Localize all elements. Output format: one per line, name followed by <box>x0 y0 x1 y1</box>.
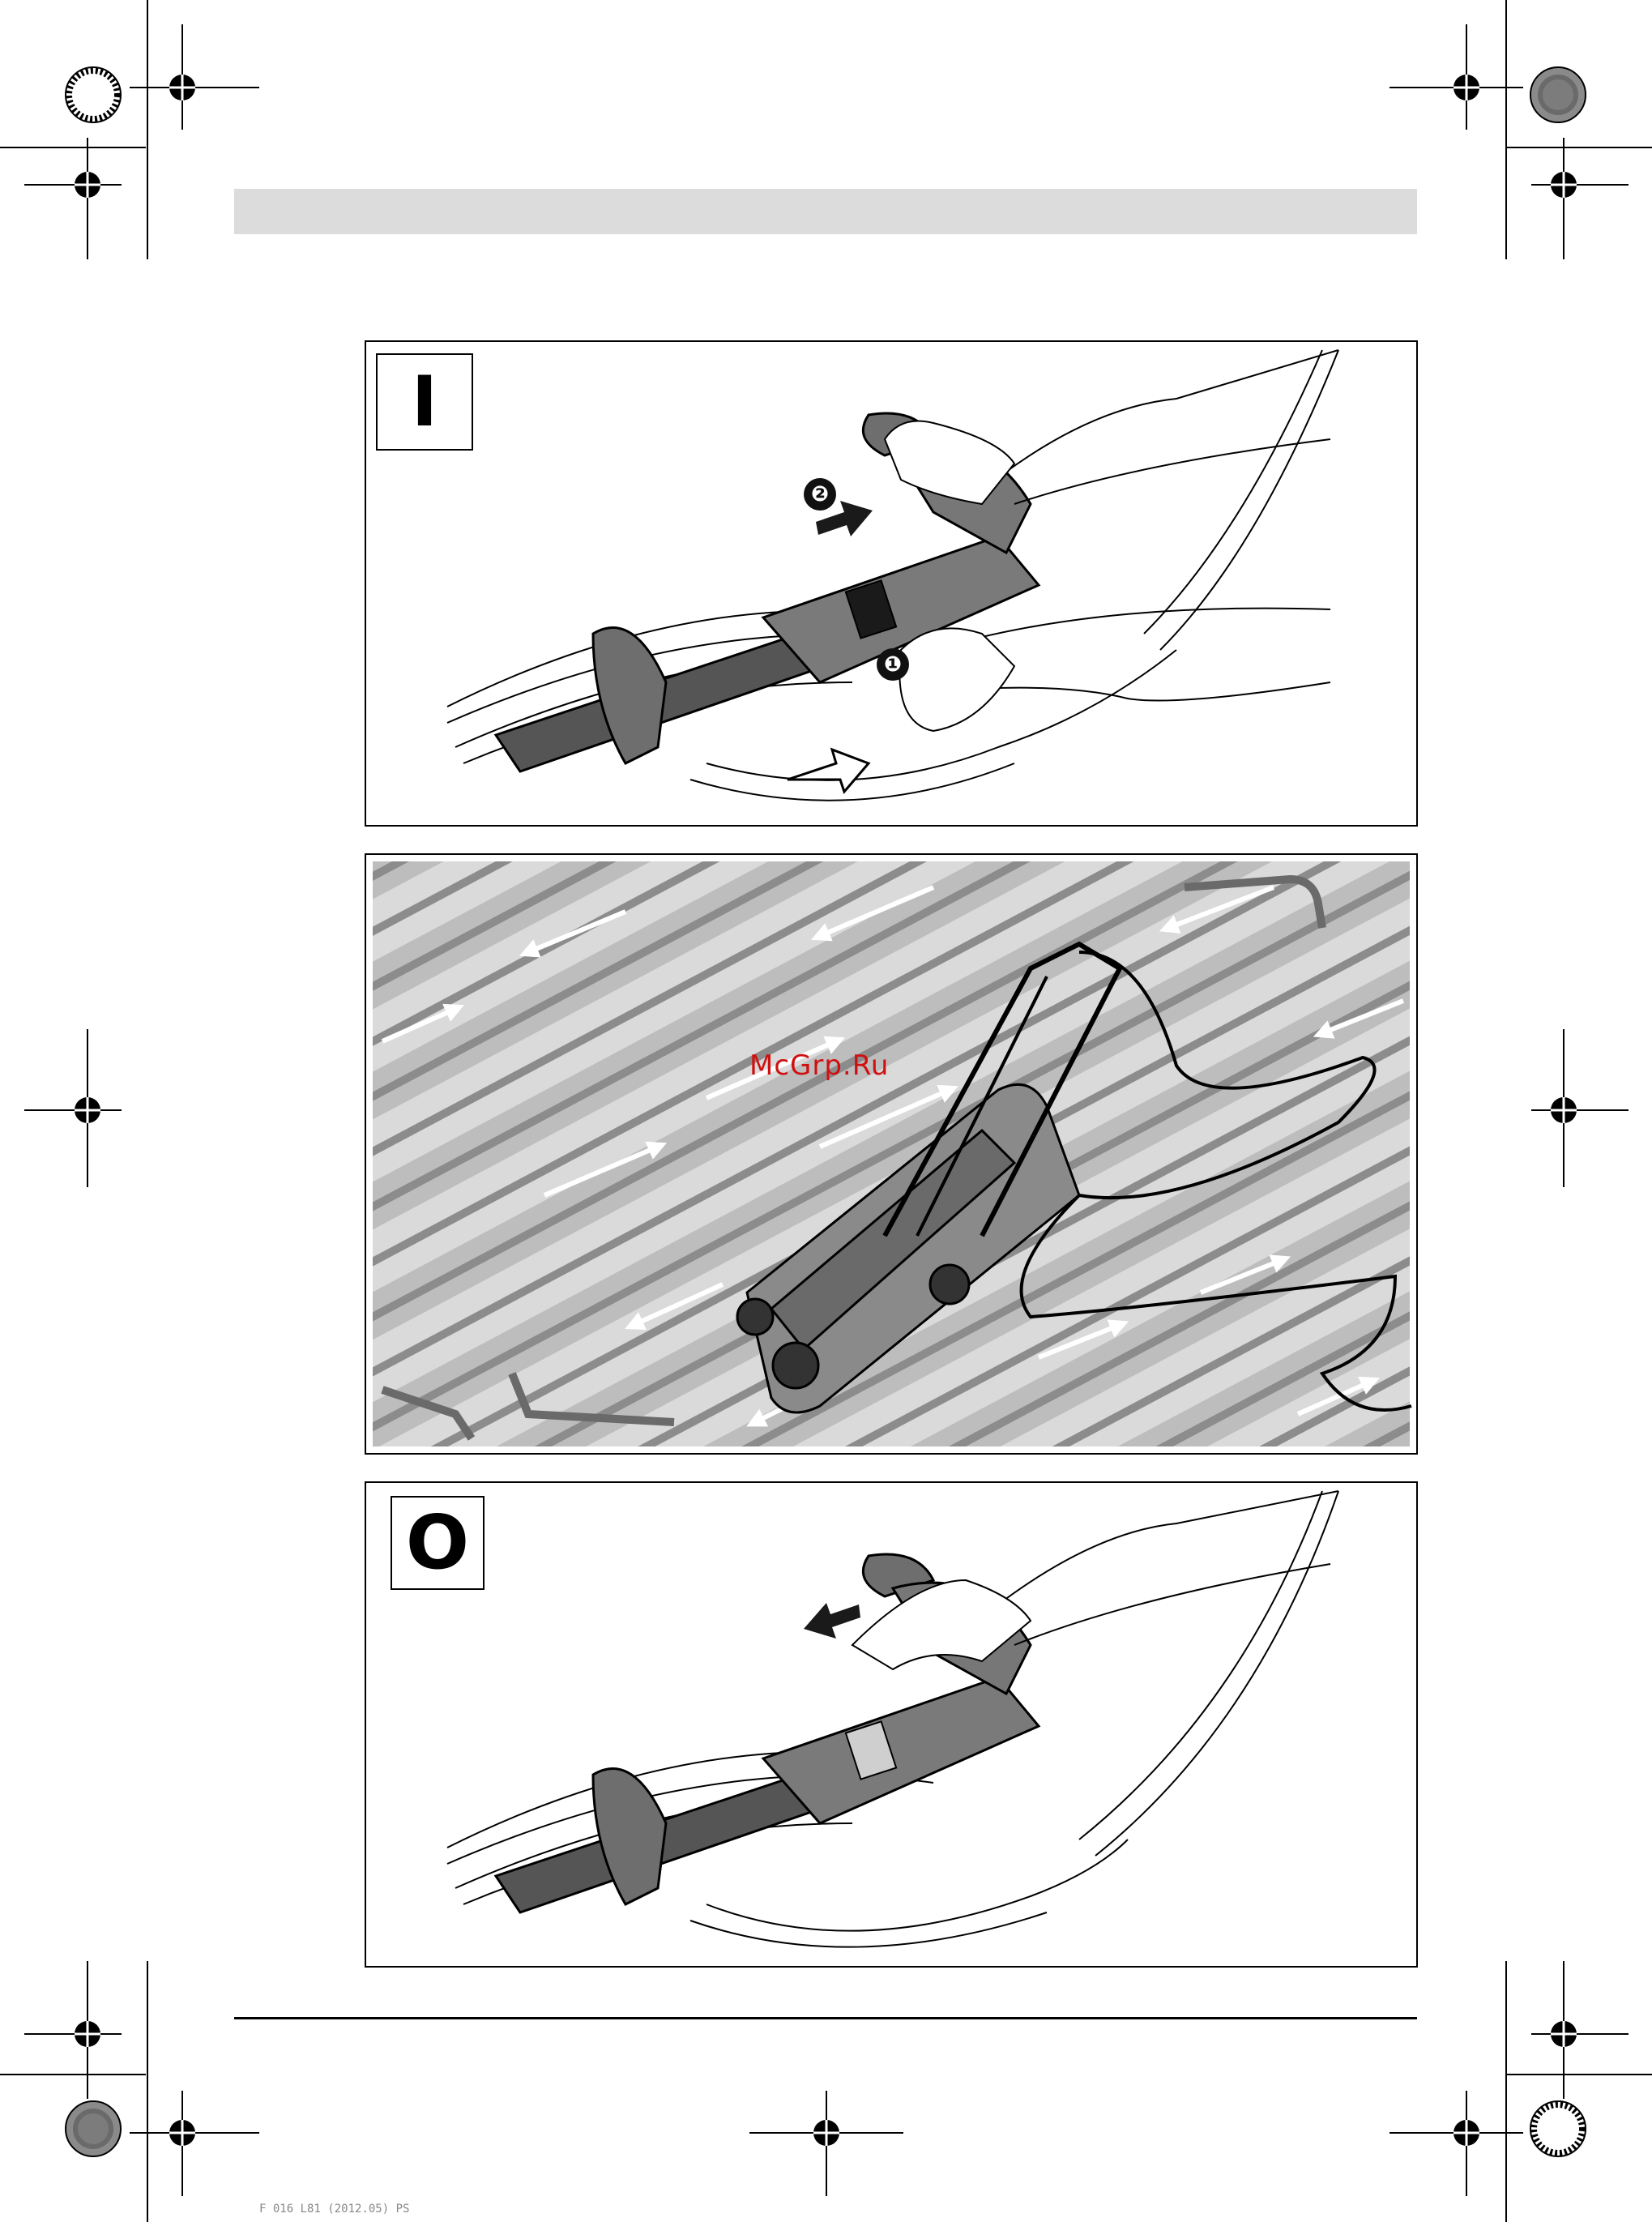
off-symbol: O <box>405 1499 470 1586</box>
footer-rule <box>234 2017 1417 2019</box>
callout-1: ❶ <box>877 648 909 681</box>
panel-switch-on <box>365 340 1418 827</box>
panel-switch-off <box>365 1481 1418 1968</box>
switch-on-illustration <box>366 342 1416 825</box>
on-symbol-box <box>376 353 473 451</box>
footer-code: F 016 L81 (2012.05) PS <box>259 2203 410 2216</box>
off-symbol-box <box>391 1496 485 1590</box>
mowing-pattern-illustration <box>366 855 1416 1453</box>
header-bar <box>234 189 1417 234</box>
watermark: McGrp.Ru <box>749 1049 890 1082</box>
switch-off-illustration <box>366 1483 1416 1966</box>
callout-2: ❷ <box>804 478 836 511</box>
on-symbol: I <box>412 361 438 442</box>
panel-mowing-pattern <box>365 853 1418 1455</box>
